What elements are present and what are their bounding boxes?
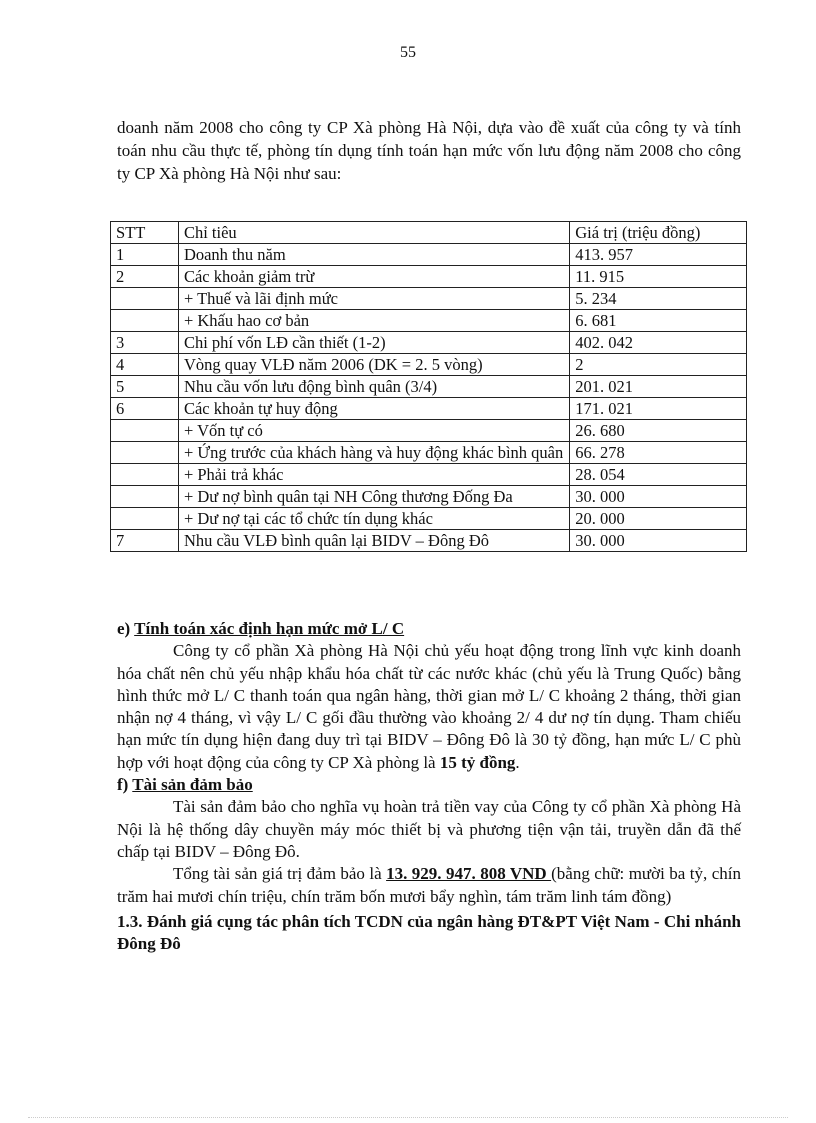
page-number: 55: [400, 44, 416, 61]
value-cell: 28. 054: [570, 464, 747, 486]
section-f-label: f): [117, 775, 129, 795]
stt-cell: [111, 442, 179, 464]
intro-paragraph: doanh năm 2008 cho công ty CP Xà phòng Hà Nội, dựa vào đề xuất của công ty và tính toán nhu cầu thực tế, phòng tín dụng tính toán hạn mức vốn lưu động năm 2008 cho công ty CP Xà phòng Hà Nội như sau:: [117, 118, 741, 183]
column-header-value: Giá trị (triệu đồng): [570, 222, 747, 244]
value-cell: 5. 234: [570, 288, 747, 310]
indicator-cell: + Phải trả khác: [178, 464, 569, 486]
value-cell: 20. 000: [570, 508, 747, 530]
table-row: [111, 288, 747, 310]
collateral-in-words: (bằng chữ: mười ba tỷ, chín trăm hai mươi chín triệu, chín trăm bốn mươi bẩy nghìn, tám trăm linh tám đồng): [117, 864, 741, 906]
value-cell: 66. 278: [570, 442, 747, 464]
indicator-cell: Các khoản giảm trừ: [178, 266, 569, 288]
section-e-title: Tính toán xác định hạn mức mở L/ C: [134, 619, 405, 638]
indicator-cell: + Thuế và lãi định mức: [178, 288, 569, 310]
value-cell: 30. 000: [570, 486, 747, 508]
stt-cell: 6: [111, 398, 179, 420]
value-cell: 402. 042: [570, 332, 747, 354]
section-1-3-heading: 1.3. Đánh giá cụng tác phân tích TCDN của ngân hàng ĐT&PT Việt Nam - Chi nhánh Đông Đô: [117, 911, 741, 954]
table-row: [111, 508, 747, 530]
indicator-cell: + Khấu hao cơ bản: [178, 310, 569, 332]
table-row: [111, 310, 747, 332]
value-cell: 2: [570, 354, 747, 376]
stt-cell: [111, 508, 179, 530]
page-bottom-rule: [28, 1117, 788, 1118]
lc-limit-value: 15 tỷ đồng: [439, 752, 516, 772]
stt-cell: 4: [111, 354, 179, 376]
value-cell: 30. 000: [570, 530, 747, 552]
credit-limit-table: [110, 221, 747, 552]
stt-cell: [111, 486, 179, 508]
section-f-heading: [117, 774, 741, 796]
indicator-cell: + Dư nợ bình quân tại NH Công thương Đống Đa: [178, 486, 569, 508]
table-row: [111, 464, 747, 486]
column-header-stt: STT: [111, 222, 179, 244]
indicator-cell: Doanh thu năm: [178, 244, 569, 266]
collateral-text: Tổng tài sản giá trị đảm bảo là: [173, 864, 387, 884]
value-cell: 11. 915: [570, 266, 747, 288]
indicator-cell: + Dư nợ tại các tổ chức tín dụng khác: [178, 508, 569, 530]
section-f-paragraph-2: [117, 863, 741, 908]
value-cell: 413. 957: [570, 244, 747, 266]
collateral-value: 13. 929. 947. 808 VND: [386, 864, 552, 884]
indicator-cell: + Vốn tự có: [178, 420, 569, 442]
value-cell: 6. 681: [570, 310, 747, 332]
section-e-period: .: [515, 752, 520, 772]
stt-cell: 5: [111, 376, 179, 398]
section-e-text: Công ty cổ phần Xà phòng Hà Nội chủ yếu hoạt động trong lĩnh vực kinh doanh hóa chất nên chủ yếu nhập khẩu hóa chất từ các nước khác (chủ yếu là Trung Quốc) bằng hình thức mở L/ C thanh toán qua ngân hàng, thời gian mở L/ C khoảng 2 tháng, thời gian nhận nợ 4 tháng, vì vậy L/ C gối đầu thường vào khoảng 2/ 4 dư nợ tín dụng. Tham chiếu hạn mức tín dụng hiện đang duy trì tại BIDV – Đông Đô là 30 tỷ đồng, hạn mức L/ C phù hợp với hoạt động của công ty CP Xà phòng là: [117, 641, 741, 772]
table-row: [111, 442, 747, 464]
value-cell: 201. 021: [570, 376, 747, 398]
stt-cell: [111, 310, 179, 332]
indicator-cell: Vòng quay VLĐ năm 2006 (DK = 2. 5 vòng): [178, 354, 569, 376]
stt-cell: 1: [111, 244, 179, 266]
table-row: [111, 486, 747, 508]
table-row: [111, 376, 747, 398]
body-text: [117, 618, 741, 955]
table-row: [111, 398, 747, 420]
stt-cell: [111, 420, 179, 442]
table-row: [111, 332, 747, 354]
stt-cell: [111, 288, 179, 310]
section-e-label: e): [117, 619, 131, 638]
section-f-paragraph-1: Tài sản đảm bảo cho nghĩa vụ hoàn trả tiền vay của Công ty cổ phần Xà phòng Hà Nội là hệ thống dây chuyền máy móc thiết bị và phương tiện vận tải, truyền dẫn đã thế chấp tại BIDV – Đông Đô.: [117, 797, 741, 861]
stt-cell: 3: [111, 332, 179, 354]
indicator-cell: Nhu cầu VLĐ bình quân lại BIDV – Đông Đô: [178, 530, 569, 552]
stt-cell: [111, 464, 179, 486]
table-row: [111, 530, 747, 552]
section-f-title: Tài sản đảm bảo: [132, 775, 253, 795]
indicator-cell: Các khoản tự huy động: [178, 398, 569, 420]
column-header-indicator: Chỉ tiêu: [178, 222, 569, 244]
indicator-cell: Chi phí vốn LĐ cần thiết (1-2): [178, 332, 569, 354]
table-row: [111, 244, 747, 266]
value-cell: 26. 680: [570, 420, 747, 442]
stt-cell: 2: [111, 266, 179, 288]
indicator-cell: Nhu cầu vốn lưu động bình quân (3/4): [178, 376, 569, 398]
section-e-paragraph: [117, 640, 741, 774]
indicator-cell: + Ứng trước của khách hàng và huy động khác bình quân: [178, 442, 569, 464]
table-row: [111, 266, 747, 288]
value-cell: 171. 021: [570, 398, 747, 420]
table-row: [111, 354, 747, 376]
table-header-row: [111, 222, 747, 244]
table-row: [111, 420, 747, 442]
section-e-heading: [117, 618, 741, 640]
stt-cell: 7: [111, 530, 179, 552]
